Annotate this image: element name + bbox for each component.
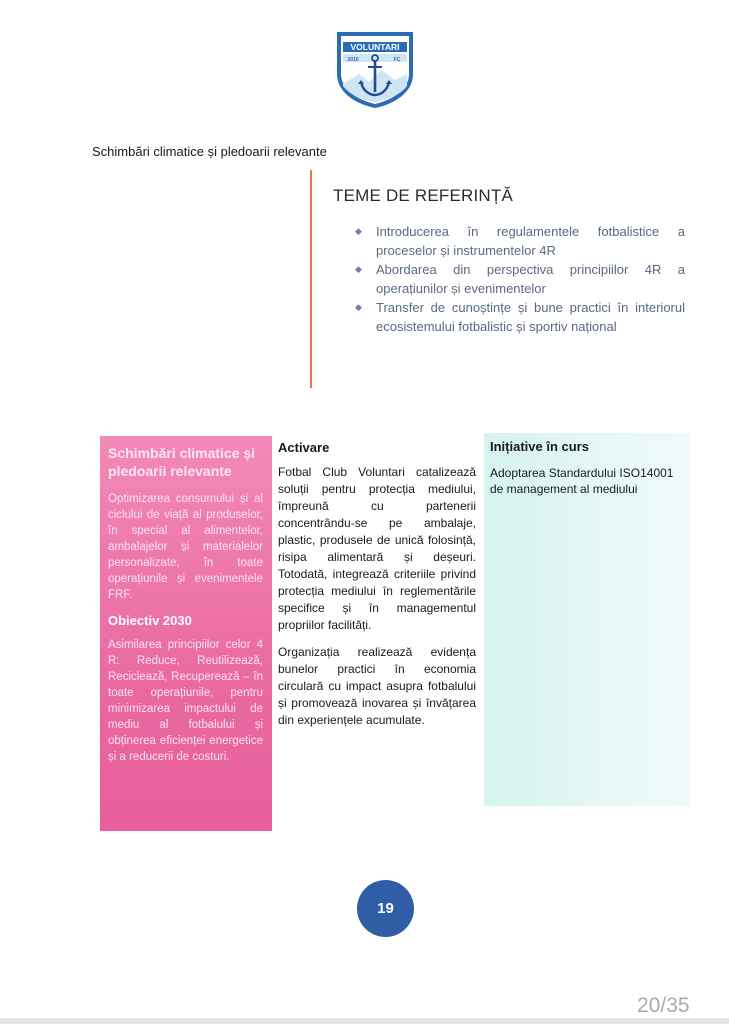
initiatives-text: Adoptarea Standardului ISO14001 de management al mediului [490,466,674,496]
logo-name: VOLUNTARI [350,42,400,52]
objective-2030-text: Asimilarea principiilor celor 4 R: Reduce, Reutilizează, Reciclează, Recuperează – în toate operațiunile, pentru minimizarea impactului de mediu al fotbalului și obținerea eficienței energetice și a reducerii de costuri. [108,639,263,763]
club-logo [333,28,417,110]
list-item: ◆ Transfer de cunoștințe și bune practici în interiorul ecosistemului fotbalistic și sportiv național [355,298,685,336]
objective-text: Optimizarea consumului și al ciclului de viață al produselor, în special al alimentelor, ambalajelor și materialelor personalizate, în toate operațiunile și evenimentele FRF. [108,493,263,601]
list-item: ◆ Abordarea din perspectiva principiilor 4R a operațiunilor și evenimentelor [355,260,685,298]
page-number-badge: 19 [357,880,414,937]
objective-2030-title: Obiectiv 2030 [108,613,192,628]
activation-column [278,436,476,729]
page-counter: 20/35 [637,994,690,1017]
activation-heading: Activare [278,440,330,455]
references-title: TEME DE REFERINȚĂ [333,186,514,205]
anchor-shield-icon [333,28,417,110]
activation-text: Fotbal Club Voluntari catalizează soluții pentru protecția mediului, împreună cu partenerii concentrându-se pe ambalaje, plastic, produsele de unică folosință, risipa alimentară și deșeuri. Totodată, integrează criteriile privind protecția mediului în reglementările specifice și în managementul propriilor facilități. [278,465,476,632]
logo-year: 2010 [347,57,359,63]
objective-title: Schimbări climatice și pledoarii relevante [108,445,256,479]
initiatives-heading: Inițiative în curs [490,439,589,454]
references-list [355,222,685,336]
objective-column [100,436,272,831]
list-item: ◆ Introducerea în regulamentele fotbalistice a proceselor și instrumentelor 4R [355,222,685,260]
initiatives-column [484,433,690,806]
logo-suffix: FC [393,57,401,63]
activation-text-2: Organizația realizează evidența bunelor practici în economia circulară cu impact asupra fotbalului și promovează inovarea și învățarea din experiențele acumulate. [278,645,476,727]
accent-divider [310,170,312,388]
document-header: Schimbări climatice și pledoarii relevante [92,144,327,159]
viewer-bottom-bar [0,1018,729,1024]
